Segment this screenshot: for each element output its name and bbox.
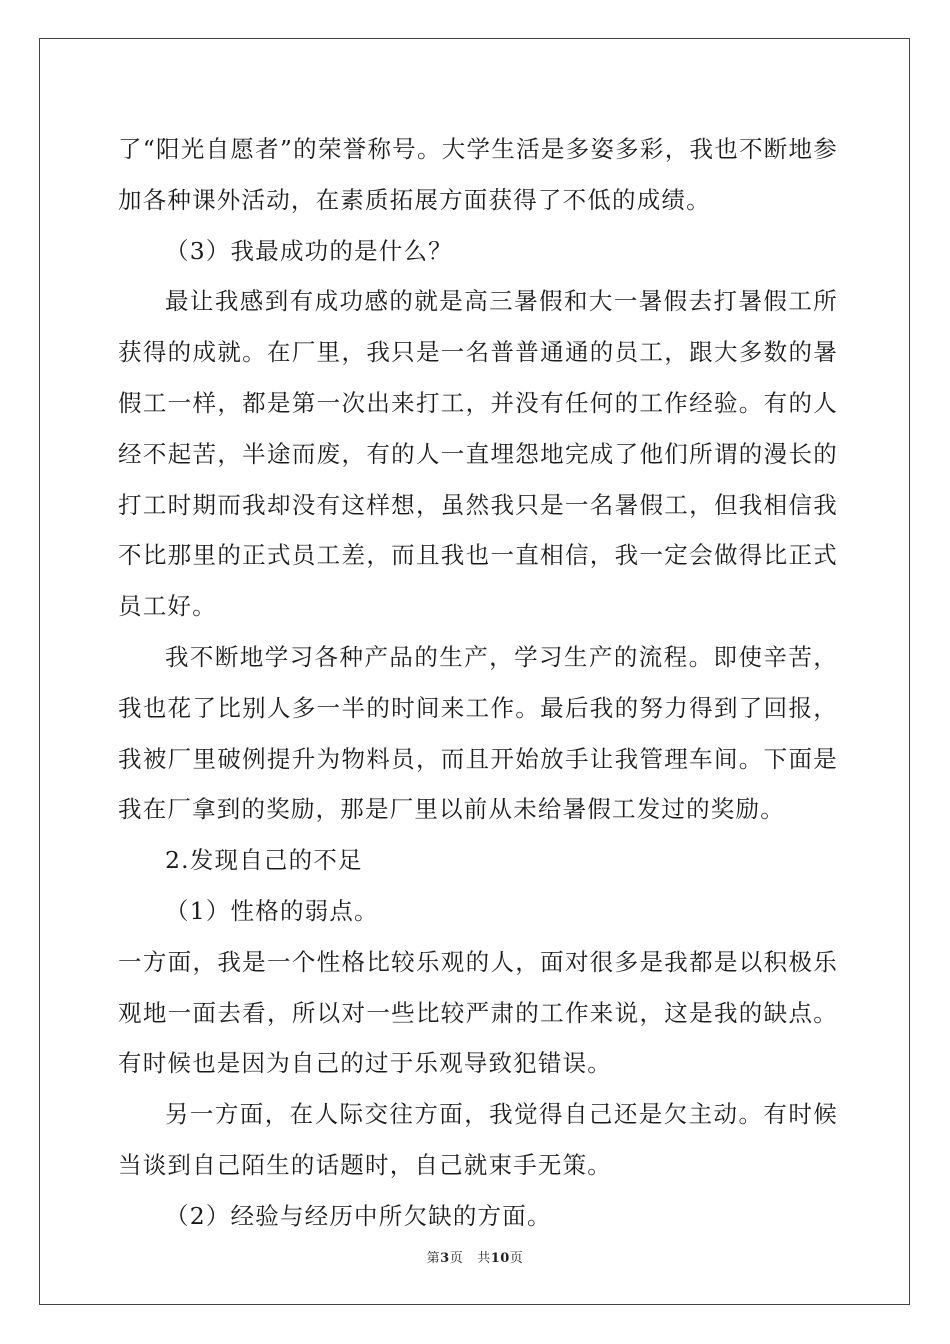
footer-page-prefix: 第 [426,1251,441,1266]
section-heading-2: 2.发现自己的不足 [165,846,363,875]
footer-total-prefix: 共 [477,1251,491,1266]
page-footer [0,1247,950,1266]
footer-total-suffix: 页 [509,1251,524,1266]
paragraph-social: 另一方面，在人际交往方面，我觉得自己还是欠主动。有时候当谈到自己陌生的话题时，自己就束手无策。 [118,1100,838,1179]
paragraph-continuation: 了“阳光自愿者”的荣誉称号。大学生活是多姿多彩，我也不断地参加各种课外活动，在素质拓展方面获得了不低的成绩。 [118,135,838,214]
paragraph-success: 最让我感到有成功感的就是高三暑假和大一暑假去打暑假工所获得的成就。在厂里，我只是一名普普通通的员工，跟大多数的暑假工一样，都是第一次出来打工，并没有任何的工作经验。有的人经不起苦，半途而废，有的人一直埋怨地完成了他们所谓的漫长的打工时期而我却没有这样想，虽然我只是一名暑假工，但我相信我不比那里的正式员工差，而且我也一直相信，我一定会做得比正式员工好。 [118,287,838,621]
document-body [118,124,838,1242]
question-heading-3: （3）我最成功的是什么？ [165,236,453,265]
footer-page-number: 3 [440,1251,450,1266]
paragraph-optimism: 一方面，我是一个性格比较乐观的人，面对很多是我都是以积极乐观地一面去看，所以对一些比较严肃的工作来说，这是我的缺点。有时候也是因为自己的过于乐观导致犯错误。 [118,947,838,1078]
paragraph-learning: 我不断地学习各种产品的生产，学习生产的流程。即使辛苦，我也花了比别人多一半的时间来工作。最后我的努力得到了回报，我被厂里破例提升为物料员，而且开始放手让我管理车间。下面是我在厂拿到的奖励，那是厂里以前从未给暑假工发过的奖励。 [118,642,838,824]
footer-total-number: 10 [490,1251,510,1266]
subheading-experience: （2）经验与经历中所欠缺的方面。 [165,1201,552,1230]
footer-page-suffix: 页 [449,1251,464,1266]
subheading-weakness: （1）性格的弱点。 [165,896,379,925]
